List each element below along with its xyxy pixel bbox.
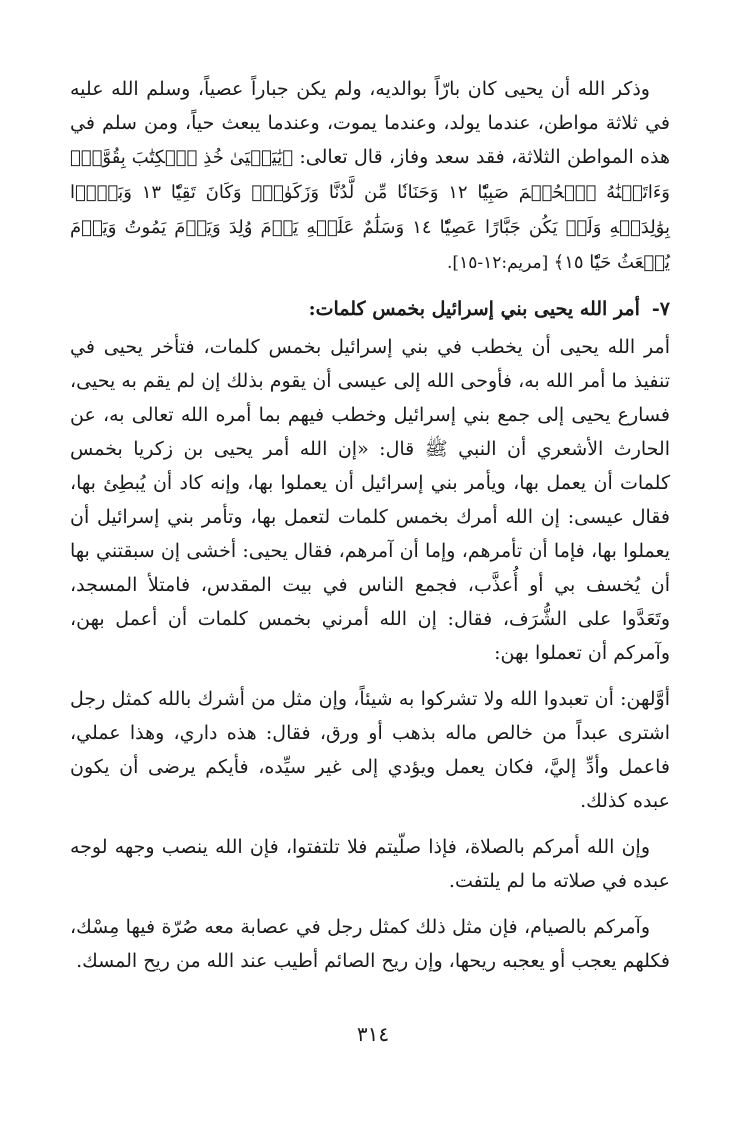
section-title: أمر الله يحيى بني إسرائيل بخمس كلمات:	[308, 298, 640, 320]
page-body	[70, 72, 670, 990]
quran-verse: ﴿يَٰيَحۡيَىٰ خُذِ ٱلۡكِتَٰبَ بِقُوَّةٖۖ وَءَاتَيۡنَٰهُ ٱلۡحُكۡمَ صَبِيّٗا ١٢ وَحَنَانٗا مِّن لَّدُنَّا وَزَكَوٰةٗۖ وَكَانَ تَقِيّٗا ١٣ وَبَرَّۢا بِوَٰلِدَيۡهِ وَلَمۡ يَكُن جَبَّارًا عَصِيّٗا ١٤ وَسَلَٰمٌ عَلَيۡهِ يَوۡمَ وُلِدَ وَيَوۡمَ يَمُوتُ وَيَوۡمَ يُبۡعَثُ حَيّٗا ١٥﴾	[70, 147, 670, 273]
verse-reference: [مريم:١٢-١٥].	[447, 253, 554, 273]
paragraph-first-word: أوَّلهن: أن تعبدوا الله ولا تشركوا به شيئاً، وإن مثل من أشرك بالله كمثل رجل اشترى عبداً من خالص ماله بذهب أو ورق، فقال: هذه داري، وهذا عملي، فاعمل وأدِّ إليَّ، فكان يعمل ويؤدي إلى غير سيِّده، فأيكم يرضى أن يكون عبده كذلك.	[70, 688, 670, 812]
section-number: ٧-	[651, 298, 670, 320]
section-heading	[70, 292, 670, 326]
intro-paragraph	[70, 72, 670, 280]
paragraph-fasting: وآمركم بالصيام، فإن مثل ذلك كمثل رجل في عصابة معه صُرّة فيها مِسْك، فكلهم يعجب أو يعجبه ريحها، وإن ريح الصائم أطيب عند الله من ريح المسك.	[70, 916, 670, 972]
paragraph-prayer: وإن الله أمركم بالصلاة، فإذا صلّيتم فلا تلتفتوا، فإن الله ينصب وجهه لوجه عبده في صلاته ما لم يلتفت.	[70, 836, 670, 892]
intro-text: وذكر الله أن يحيى كان بارّاً بوالديه، ولم يكن جباراً عصياً، وسلم الله عليه في ثلاثة مواطن، عندما يولد، وعندما يموت، وعندما يبعث حياً، ومن سلم في هذه المواطن الثلاثة، فقد سعد وفاز، قال تعالى:	[70, 78, 670, 168]
page-number: ٣١٤	[356, 1022, 390, 1046]
paragraph-hadith: أمر الله يحيى أن يخطب في بني إسرائيل بخمس كلمات، فتأخر يحيى في تنفيذ ما أمر الله به، فأوحى الله إلى عيسى أن يقوم بذلك إن لم يقم به يحيى، فسارع يحيى إلى جمع بني إسرائيل وخطب فيهم بما أمره الله تعالى به، عن الحارث الأشعري أن النبي ﷺ قال: «إن الله أمر يحيى بن زكريا بخمس كلمات أن يعمل بها، ويأمر بني إسرائيل أن يعملوا بها، وإنه كاد أن يُبطِئ بها، فقال عيسى: إن الله أمرك بخمس كلمات لتعمل بها، وتأمر بني إسرائيل أن يعملوا بها، فإما أن تأمرهم، وإما أن آمرهم، فقال يحيى: أخشى إن سبقتني بها أن يُخسف بي أو أُعذَّب، فجمع الناس في بيت المقدس، فامتلأ المسجد، وتَعَدَّوا على الشُّرَف، فقال: إن الله أمرني بخمس كلمات أن أعمل بهن، وآمركم أن تعملوا بهن:	[70, 336, 670, 664]
